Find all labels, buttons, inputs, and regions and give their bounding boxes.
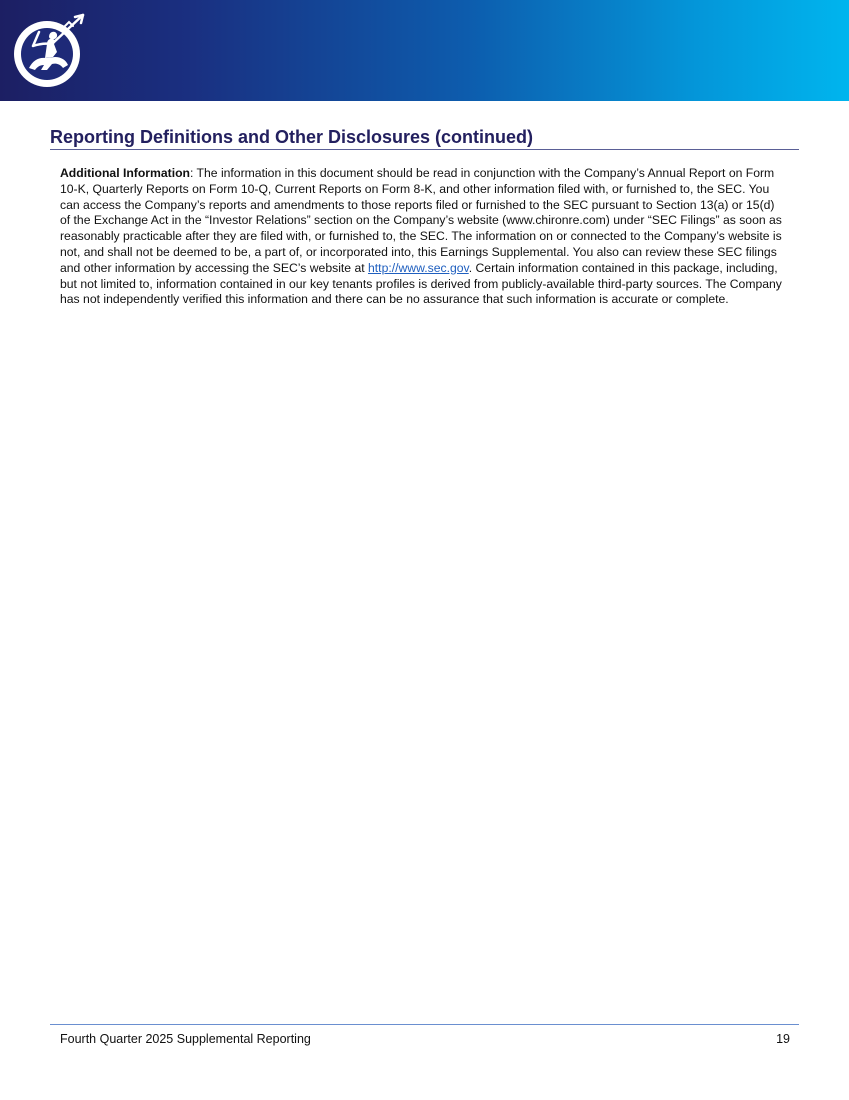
page-title: Reporting Definitions and Other Disclosures (continued) [50, 127, 534, 147]
sec-website-link[interactable]: http://www.sec.gov [368, 260, 469, 275]
additional-information-text-2: . Certain information contained in this package, including, but not limited to, information contained in our key tenants profiles is derived from publicly-available third-party sources. The Company has not independently verified this information and there can be no assurance that such information is accurate or complete. [60, 260, 782, 307]
additional-information-label: Additional Information [60, 166, 190, 180]
footer-divider [50, 1024, 799, 1025]
page-number: 19 [776, 1032, 790, 1046]
title-divider [50, 149, 799, 150]
additional-information-text-1: : The information in this document should be read in conjunction with the Company’s Annual Report on Form 10-K, Quarterly Reports on Form 10-Q, Current Reports on Form 8-K, and other information filed with, or furnished to, the SEC. You can access the Company’s reports and amendments to those reports filed or furnished to the SEC pursuant to Section 13(a) or 15(d) of the Exchange Act in the “Investor Relations” section on the Company’s website (www.chironre.com) under “SEC Filings” as soon as reasonably practicable after they are filed with, or furnished to, the SEC. The information on or connected to the Company’s website is not, and shall not be deemed to be, a part of, or incorporated into, this Earnings Supplemental. You also can review these SEC filings and other information by accessing the SEC’s website at [60, 166, 782, 275]
footer-report-title: Fourth Quarter 2025 Supplemental Reporting [60, 1032, 311, 1046]
additional-information-paragraph [60, 166, 786, 308]
header-band [0, 0, 849, 101]
centaur-archer-logo-icon [9, 10, 89, 90]
